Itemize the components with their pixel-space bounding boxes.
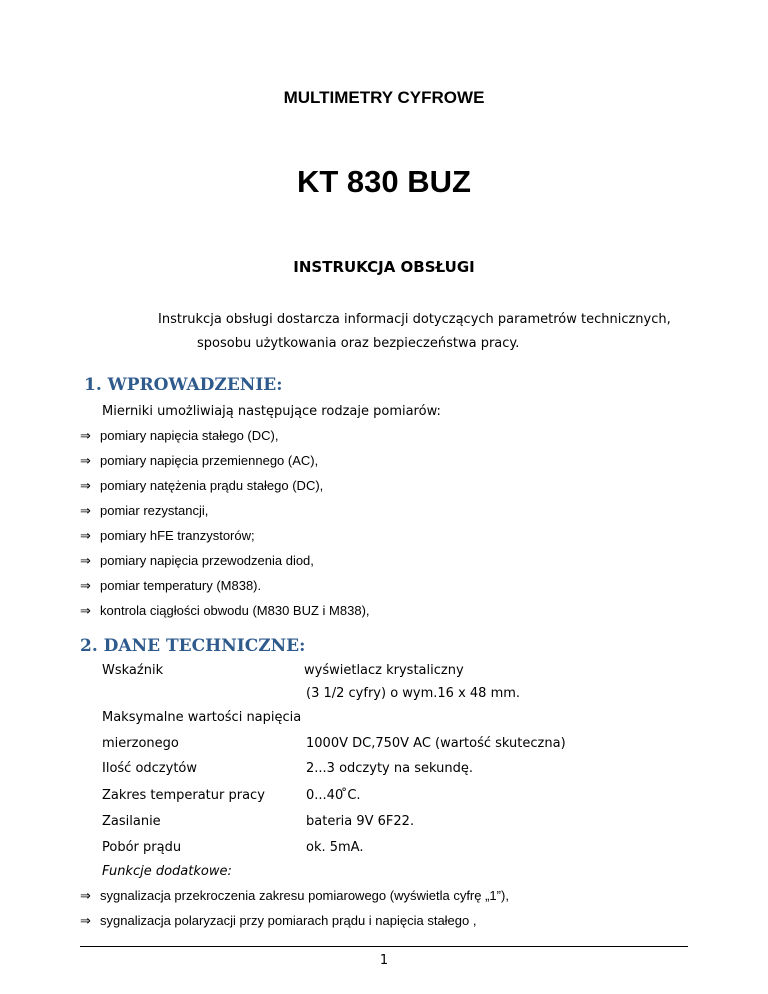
arrow-icon: ⇒	[80, 479, 91, 494]
spec-value: (3 1/2 cyfry) o wym.16 x 48 mm.	[306, 686, 521, 701]
spec-value: 0...40 ̊C.	[306, 788, 361, 803]
spec-value: bateria 9V 6F22.	[306, 814, 415, 829]
list-item: ⇒ pomiary napięcia przewodzenia diod,	[80, 553, 314, 569]
arrow-icon: ⇒	[80, 579, 91, 594]
list-item: ⇒ pomiar rezystancji,	[80, 503, 209, 519]
spec-label: Pobór prądu	[102, 840, 182, 855]
arrow-icon: ⇒	[80, 604, 91, 619]
list-item: ⇒ pomiary napięcia przemiennego (AC),	[80, 453, 319, 469]
footer-divider	[80, 946, 688, 947]
model-title: KT 830 BUZ	[297, 164, 471, 199]
arrow-icon: ⇒	[80, 914, 91, 929]
list-item: ⇒ pomiary hFE tranzystorów;	[80, 528, 255, 544]
spec-value: 1000V DC,750V AC (wartość skuteczna)	[306, 736, 566, 751]
arrow-icon: ⇒	[80, 454, 91, 469]
list-item: ⇒ sygnalizacja przekroczenia zakresu pomiarowego (wyświetla cyfrę „1”),	[80, 888, 509, 904]
spec-label: Zasilanie	[102, 814, 161, 829]
list-item: ⇒ pomiary natężenia prądu stałego (DC),	[80, 478, 324, 494]
section-1-lead: Mierniki umożliwiają następujące rodzaje pomiarów:	[102, 404, 441, 419]
arrow-icon: ⇒	[80, 529, 91, 544]
spec-label: Ilość odczytów	[102, 761, 198, 776]
spec-value: 2...3 odczyty na sekundę.	[306, 761, 473, 776]
section-2-heading: 2. DANE TECHNICZNE:	[80, 636, 306, 656]
arrow-icon: ⇒	[80, 554, 91, 569]
arrow-icon: ⇒	[80, 429, 91, 444]
arrow-icon: ⇒	[80, 889, 91, 904]
spec-label: mierzonego	[102, 736, 179, 751]
spec-label: Maksymalne wartości napięcia	[102, 710, 302, 725]
arrow-icon: ⇒	[80, 504, 91, 519]
intro-line-2: sposobu użytkowania oraz bezpieczeństwa pracy.	[197, 336, 520, 351]
document-supertitle: MULTIMETRY CYFROWE	[283, 88, 485, 107]
list-item: ⇒ kontrola ciągłości obwodu (M830 BUZ i M838),	[80, 603, 370, 619]
spec-label: Zakres temperatur pracy	[102, 788, 265, 803]
spec-label: Wskaźnik	[102, 663, 164, 678]
page-number: 1	[379, 953, 389, 968]
intro-line-1: Instrukcja obsługi dostarcza informacji dotyczących parametrów technicznych,	[158, 312, 671, 327]
extra-functions-label: Funkcje dodatkowe:	[102, 864, 232, 879]
spec-value: wyświetlacz krystaliczny	[304, 663, 464, 678]
list-item: ⇒ pomiary napięcia stałego (DC),	[80, 428, 279, 444]
list-item: ⇒ pomiar temperatury (M838).	[80, 578, 262, 594]
section-1-heading: 1. WPROWADZENIE:	[84, 375, 283, 395]
spec-value: ok. 5mA.	[306, 840, 364, 855]
document-subtitle: INSTRUKCJA OBSŁUGI	[293, 258, 475, 276]
list-item: ⇒ sygnalizacja polaryzacji przy pomiarach prądu i napięcia stałego ,	[80, 913, 477, 929]
